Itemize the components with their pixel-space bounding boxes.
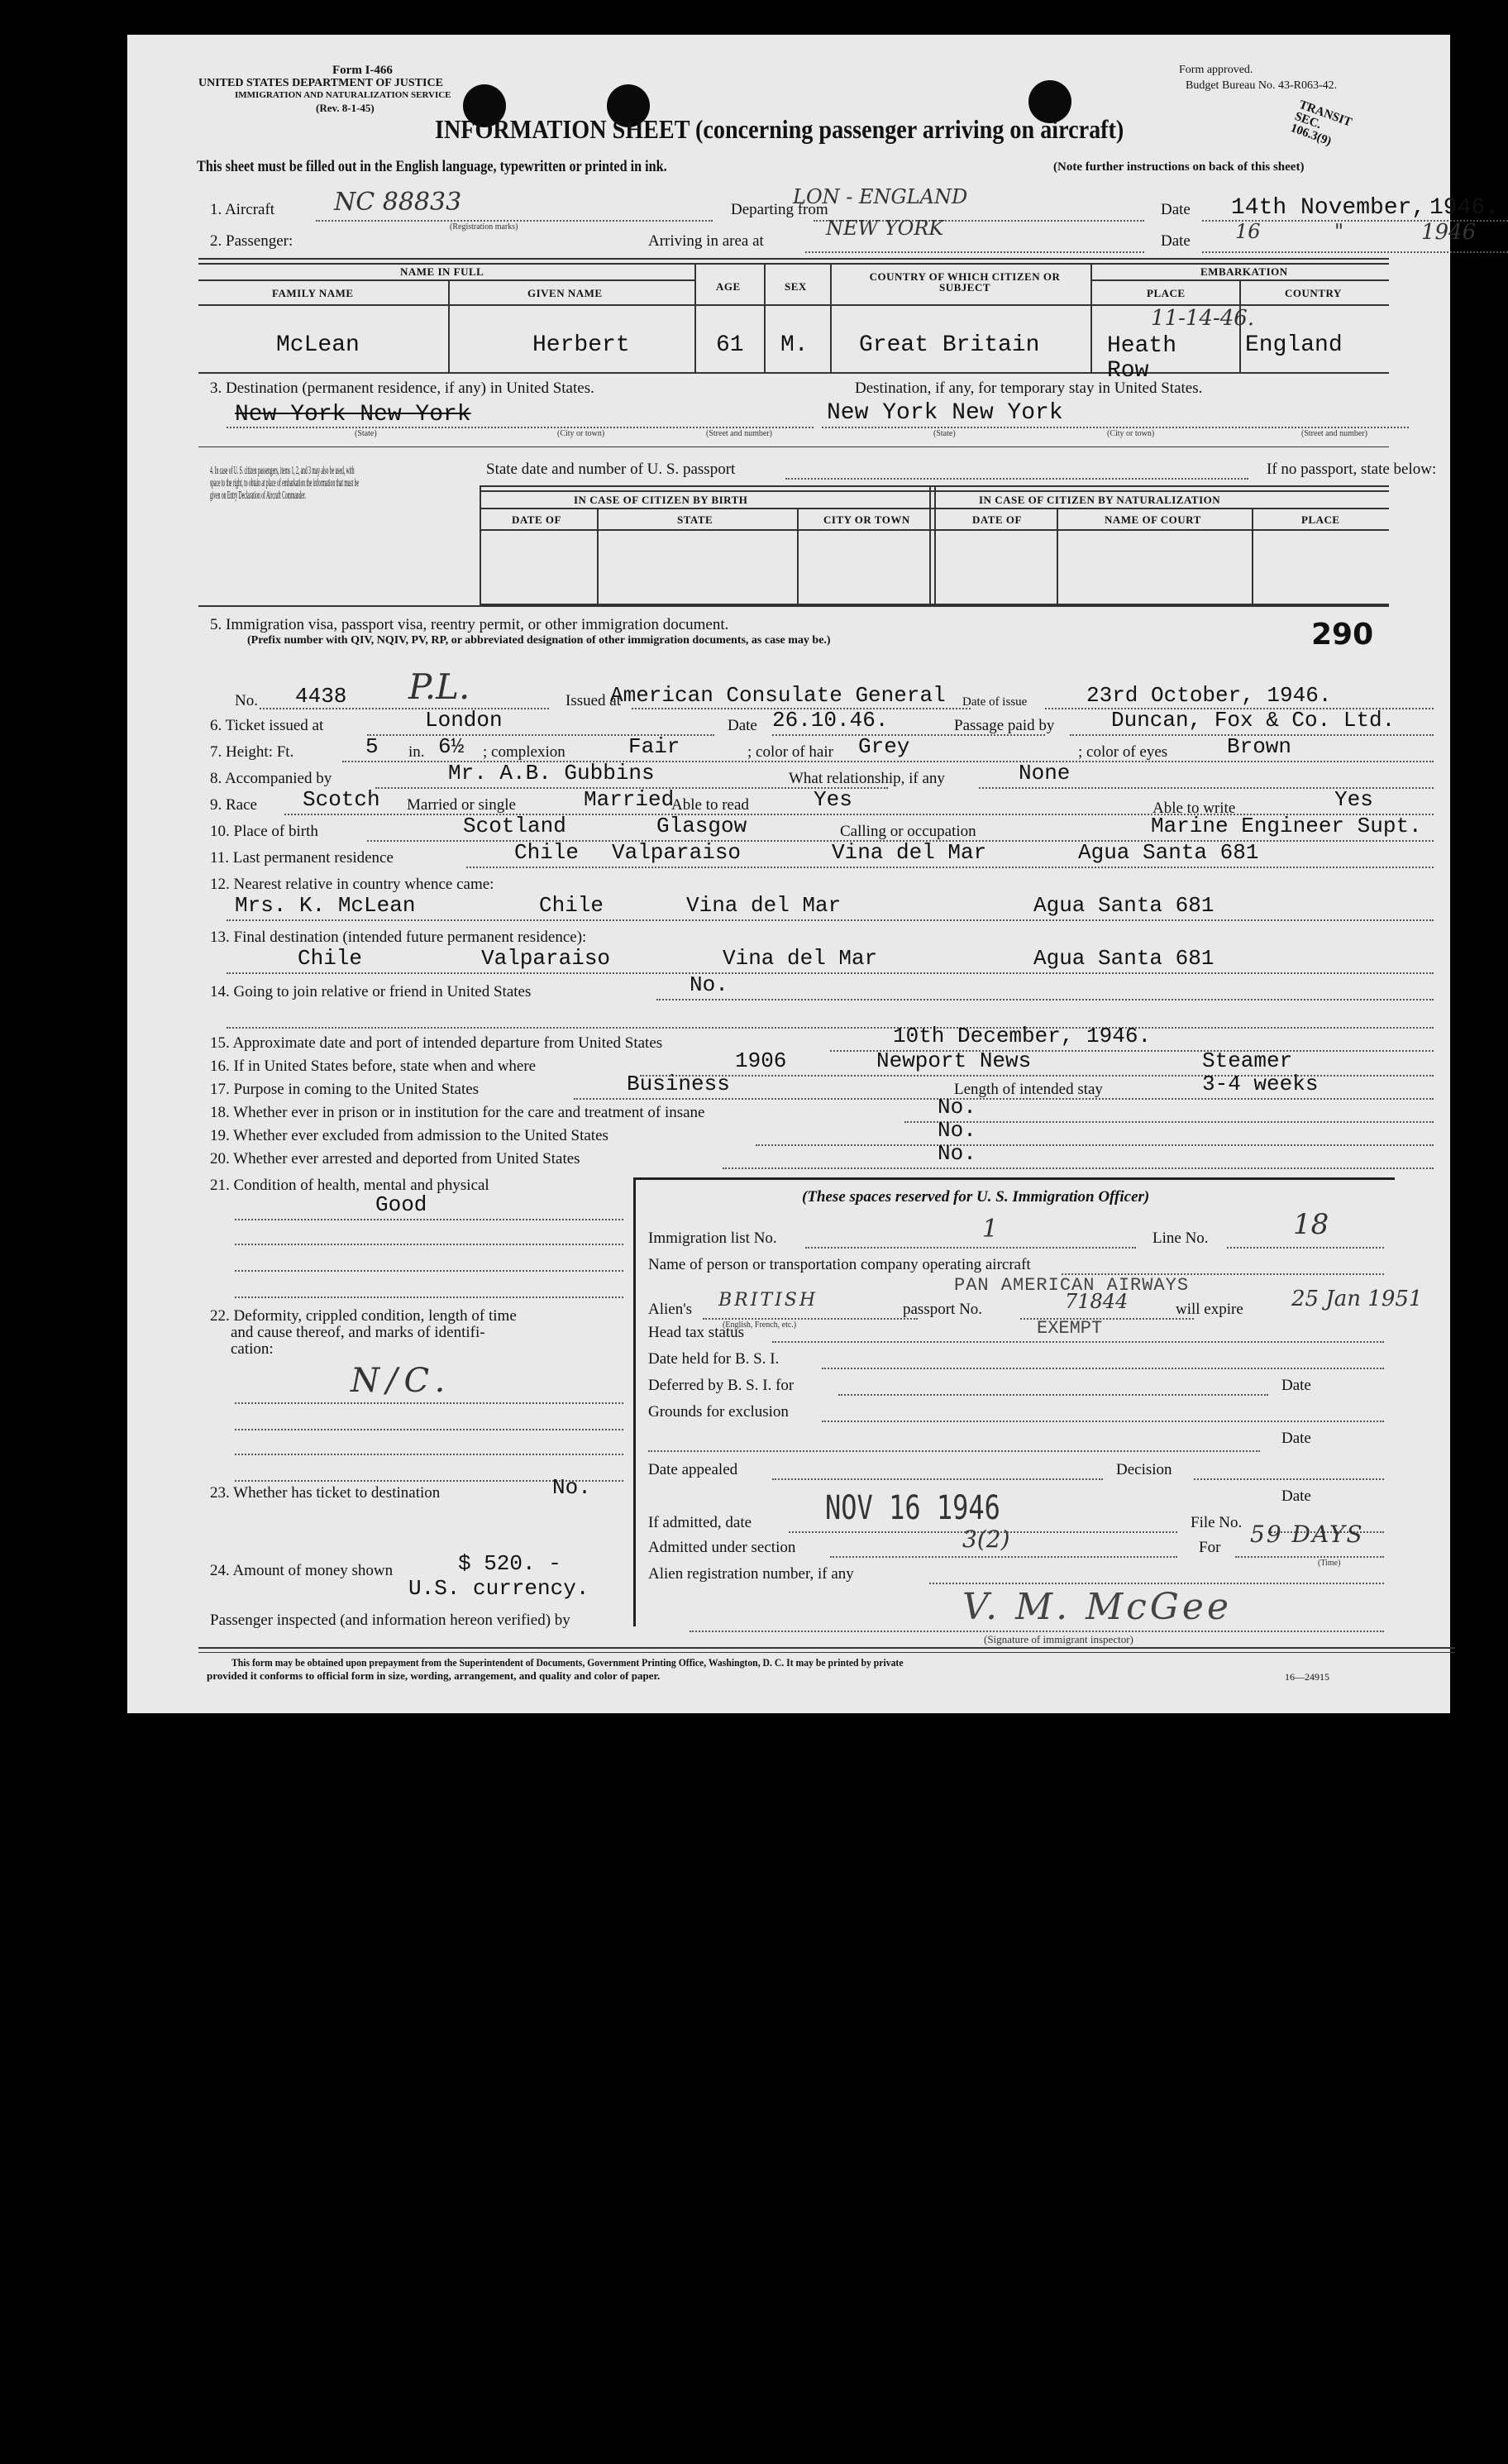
health-condition: Good (375, 1192, 427, 1217)
hair-color: Grey (858, 734, 910, 759)
item-7-label: 7. Height: Ft. (210, 743, 294, 761)
arrival-year: 1946 (1421, 220, 1477, 245)
form-number: Form I-466 (332, 64, 393, 77)
height-inches: 6½ (438, 734, 465, 759)
alien-registration-label: Alien registration number, if any (648, 1565, 854, 1583)
inspected-by-label: Passenger inspected (and information hereon verified) by (210, 1612, 570, 1629)
aircraft-label: 1. Aircraft (210, 201, 275, 218)
admitted-section-label: Admitted under section (648, 1539, 796, 1556)
item-14-label: 14. Going to join relative or friend in United States (210, 983, 532, 1000)
relationship: None (1019, 761, 1071, 786)
passenger-label: 2. Passenger: (210, 232, 293, 250)
complexion: Fair (628, 734, 680, 759)
last-residence-country: Chile (514, 840, 580, 865)
bsi-deferred-label: Deferred by B. S. I. for (648, 1377, 795, 1394)
visa-initials: P.L. (408, 666, 470, 707)
relationship-label: What relationship, if any (789, 770, 945, 787)
file-number-label: File No. (1191, 1514, 1243, 1531)
previous-visit-vessel: Steamer (1202, 1048, 1293, 1073)
departure-date: 14th November, (1231, 195, 1426, 221)
accompanied-by: Mr. A.B. Gubbins (448, 761, 655, 786)
alien-passport-label: passport No. (903, 1301, 983, 1318)
complexion-label: ; complexion (483, 743, 566, 761)
issued-at: American Consulate General (610, 683, 946, 708)
passport-expiry: 25 Jan 1951 (1291, 1287, 1423, 1311)
item-24-label: 24. Amount of money shown (210, 1562, 394, 1579)
departure-year: 1946. (1429, 195, 1500, 221)
language-instruction: This sheet must be filled out in the English language, typewritten or printed in ink. (197, 158, 667, 175)
read-label: Able to read (671, 796, 749, 814)
inches-label: in. (408, 743, 425, 761)
temporary-destination-label: Destination, if any, for temporary stay in United States. (855, 380, 1203, 397)
form-approved: Form approved. (1179, 64, 1253, 76)
line-number-label: Line No. (1152, 1230, 1209, 1247)
citizenship-value: Great Britain (859, 332, 1040, 358)
department-name: UNITED STATES DEPARTMENT OF JUSTICE (198, 77, 443, 89)
immigration-list-number: 1 (982, 1215, 999, 1244)
embarkation-header: EMBARKATION (1200, 265, 1288, 278)
item-9-label: 9. Race (210, 796, 257, 814)
citizen-by-birth-header: IN CASE OF CITIZEN BY BIRTH (574, 494, 748, 506)
item-15-label: 15. Approximate date and port of intended departure from United States (210, 1034, 663, 1052)
money-currency: U.S. currency. (408, 1576, 589, 1601)
budget-bureau-number: Budget Bureau No. 43-R063-42. (1186, 79, 1338, 92)
exclusion-grounds-label: Grounds for exclusion (648, 1403, 789, 1421)
permanent-destination: New York New York (235, 402, 471, 427)
deferred-date-label: Date (1281, 1377, 1311, 1394)
footer-code: 16—24915 (1285, 1671, 1329, 1683)
item-17-label: 17. Purpose in coming to the United States (210, 1081, 480, 1098)
family-name: McLean (276, 332, 360, 358)
operator-label: Name of person or transportation company operating aircraft (648, 1256, 1031, 1273)
stay-length-label: Length of intended stay (954, 1081, 1103, 1098)
item-11-label: 11. Last permanent residence (210, 849, 394, 867)
date-appealed-label: Date appealed (648, 1461, 738, 1478)
place-column: PLACE (1301, 513, 1340, 526)
birth-city: Glasgow (656, 814, 747, 838)
last-residence-state: Valparaiso (612, 840, 742, 865)
money-shown: $ 520. - (458, 1551, 561, 1576)
purpose: Business (627, 1072, 730, 1096)
revision-date: (Rev. 8-1-45) (316, 102, 375, 114)
embarkation-date: 11-14-46. (1151, 306, 1255, 331)
height-feet: 5 (365, 734, 379, 759)
expire-label: will expire (1176, 1301, 1243, 1318)
occupation-label: Calling or occupation (840, 823, 976, 840)
us-citizen-note: 4. In case of U. S. citizen passengers, items 1, 2, and 3 may also be used, with space to the right, to obtain at place of embarkation the information that must be given on Entry Declaration of Aircraft Commander. (210, 465, 359, 502)
item-21-label: 21. Condition of health, mental and physical (210, 1177, 489, 1194)
ticket-issued-at: London (425, 708, 503, 733)
item-22-line-2: and cause thereof, and marks of identifi- (231, 1324, 485, 1341)
citizenship-header: COUNTRY OF WHICH CITIZEN OR SUBJECT (869, 270, 1061, 294)
date-of-issue-label: Date of issue (962, 695, 1028, 709)
embarkation-place: Heath Row (1107, 333, 1177, 384)
prison-answer: No. (938, 1095, 976, 1120)
ticket-date-label: Date (728, 717, 757, 734)
previous-visit-port: Newport News (876, 1048, 1032, 1073)
head-tax-label: Head tax status (648, 1324, 745, 1341)
item-22-line-1: 22. Deformity, crippled condition, length of time (210, 1307, 517, 1325)
sex-header: SEX (785, 280, 807, 293)
date-of-issue: 23rd October, 1946. (1086, 683, 1332, 708)
departing-label: Departing from (731, 201, 828, 218)
nationality-caption: (English, French, etc.) (723, 1320, 797, 1330)
relative-name: Mrs. K. McLean (235, 893, 416, 918)
serial-number: 290 (1311, 618, 1374, 652)
given-name: Herbert (532, 332, 630, 358)
arrival-month: " (1334, 220, 1344, 243)
passage-paid-by: Duncan, Fox & Co. Ltd. (1111, 708, 1396, 733)
issued-at-label: Issued at (566, 692, 622, 709)
name-in-full-header: NAME IN FULL (400, 265, 484, 278)
admitted-date-label: If admitted, date (648, 1514, 752, 1531)
information-sheet-form (127, 35, 1500, 1713)
departure-plan: 10th December, 1946. (893, 1024, 1152, 1048)
appeal-date-label: Date (1281, 1487, 1311, 1505)
birth-country: Scotland (463, 814, 566, 838)
sex-value: M. (780, 332, 809, 358)
departing-from: LON - ENGLAND (793, 185, 968, 208)
transit-stamp: TRANSIT SEC. 106.3(9) (1288, 98, 1353, 149)
arrival-day: 16 (1235, 220, 1261, 243)
visa-prefix-note: (Prefix number with QIV, NQIV, PV, RP, or abbreviated designation of other immigration documents, as case may be.) (247, 634, 831, 647)
able-to-read: Yes (814, 787, 852, 812)
race: Scotch (303, 787, 380, 812)
item-8-label: 8. Accompanied by (210, 770, 332, 787)
ticket-date: 26.10.46. (772, 708, 889, 733)
item-12-label: 12. Nearest relative in country whence came: (210, 876, 494, 893)
able-to-write: Yes (1334, 787, 1373, 812)
item-22-line-3: cation: (231, 1340, 274, 1358)
final-destination-city: Vina del Mar (723, 946, 878, 971)
inspector-signature: V. M. McGee (962, 1586, 1233, 1628)
eye-color-label: ; color of eyes (1078, 743, 1168, 761)
item-20-label: 20. Whether ever arrested and deported from United States (210, 1150, 580, 1168)
relative-street: Agua Santa 681 (1033, 893, 1215, 918)
aircraft-registration: NC 88833 (334, 188, 462, 217)
excluded-answer: No. (938, 1118, 976, 1143)
exclusion-date-label: Date (1281, 1430, 1311, 1447)
immigration-list-label: Immigration list No. (648, 1230, 777, 1247)
admitted-section: 3(2) (962, 1526, 1010, 1553)
final-destination-street: Agua Santa 681 (1033, 946, 1215, 971)
birth-date-column: DATE OF (512, 513, 561, 526)
relative-city: Vina del Mar (686, 893, 842, 918)
relative-country: Chile (539, 893, 604, 918)
departure-date-label: Date (1161, 201, 1191, 218)
age-header: AGE (716, 280, 741, 293)
passage-paid-label: Passage paid by (954, 717, 1055, 734)
for-label: For (1199, 1539, 1221, 1556)
operator-stamp: PAN AMERICAN AIRWAYS (954, 1275, 1190, 1296)
item-13-label: 13. Final destination (intended future permanent residence): (210, 929, 587, 946)
last-residence-street: Agua Santa 681 (1078, 840, 1259, 865)
form-title-sub: (concerning passenger arriving on aircraft) (695, 114, 1124, 144)
signature-caption: (Signature of immigrant inspector) (984, 1633, 1133, 1645)
registration-caption: (Registration marks) (450, 222, 518, 232)
place-header: PLACE (1147, 287, 1186, 299)
head-tax-status: EXEMPT (1037, 1318, 1103, 1339)
age-value: 61 (716, 332, 744, 358)
married-status: Married (584, 787, 675, 812)
court-name-column: NAME OF COURT (1105, 513, 1201, 526)
given-name-header: GIVEN NAME (527, 287, 603, 299)
destination-label: 3. Destination (permanent residence, if any) in United States. (210, 380, 594, 397)
last-residence-city: Vina del Mar (832, 840, 987, 865)
join-relative: No. (690, 972, 728, 997)
previous-visit-year: 1906 (735, 1048, 787, 1073)
eye-color: Brown (1227, 734, 1292, 759)
item-18-label: 18. Whether ever in prison or in institution for the care and treatment of insane (210, 1104, 705, 1121)
service-name: IMMIGRATION AND NATURALIZATION SERVICE (235, 90, 451, 100)
alien-passport-number: 71844 (1065, 1290, 1129, 1313)
admitted-duration: 59 DAYS (1250, 1521, 1364, 1548)
line-number: 18 (1293, 1208, 1329, 1241)
passport-state-label: State date and number of U. S. passport (486, 461, 736, 478)
footer-line-1: This form may be obtained upon prepayment from the Superintendent of Documents, Government Printing Office, Washington, D. C. It may be printed by private (231, 1656, 904, 1669)
final-destination-state: Valparaiso (481, 946, 611, 971)
no-passport-label: If no passport, state below: (1267, 461, 1437, 478)
caption-state: (State) (355, 429, 377, 438)
form-title (435, 116, 1124, 142)
embarkation-country: England (1245, 332, 1343, 358)
hair-color-label: ; color of hair (747, 743, 833, 761)
item-19-label: 19. Whether ever excluded from admission to the United States (210, 1127, 608, 1144)
item-10-label: 10. Place of birth (210, 823, 318, 840)
caption-city-2: (City or town) (1107, 429, 1155, 438)
naturalization-date-column: DATE OF (972, 513, 1022, 526)
birth-city-column: CITY OR TOWN (823, 513, 910, 526)
item-23-label: 23. Whether has ticket to destination (210, 1484, 441, 1502)
alien-nationality: BRITISH (718, 1290, 818, 1311)
arrival-date-label: Date (1161, 232, 1191, 250)
write-label: Able to write (1152, 800, 1236, 817)
visa-label: 5. Immigration visa, passport visa, reentry permit, or other immigration document. (210, 616, 729, 633)
back-note: (Note further instructions on back of this sheet) (1053, 160, 1305, 174)
temporary-destination: New York New York (827, 400, 1063, 426)
arriving-at: NEW YORK (826, 217, 944, 240)
final-destination-country: Chile (298, 946, 363, 971)
visa-number-label: No. (235, 692, 258, 709)
married-label: Married or single (407, 796, 516, 814)
item-16-label: 16. If in United States before, state when and where (210, 1058, 537, 1075)
officer-box-title: (These spaces reserved for U. S. Immigration Officer) (802, 1188, 1150, 1206)
arriving-label: Arriving in area at (648, 232, 764, 250)
item-6-label: 6. Ticket issued at (210, 717, 324, 734)
country-header: COUNTRY (1285, 287, 1342, 299)
bsi-held-label: Date held for B. S. I. (648, 1350, 780, 1368)
caption-state-2: (State) (933, 429, 956, 438)
family-name-header: FAMILY NAME (272, 287, 354, 299)
caption-street: (Street and number) (706, 429, 772, 438)
visa-number: 4438 (295, 684, 347, 709)
time-caption: (Time) (1318, 1559, 1341, 1568)
caption-street-2: (Street and number) (1301, 429, 1367, 438)
aliens-label: Alien's (648, 1301, 693, 1318)
footer-line-2: provided it conforms to official form in size, wording, arrangement, and quality and color of paper. (207, 1669, 661, 1682)
decision-label: Decision (1116, 1461, 1172, 1478)
stay-length: 3-4 weeks (1202, 1072, 1319, 1096)
caption-city: (City or town) (557, 429, 605, 438)
form-title-main: INFORMATION SHEET (435, 114, 690, 144)
deported-answer: No. (938, 1141, 976, 1166)
occupation: Marine Engineer Supt. (1151, 814, 1422, 838)
admitted-date-stamp: NOV 16 1946 (825, 1489, 1000, 1527)
ticket-to-destination: No. (552, 1475, 591, 1500)
citizen-by-naturalization-header: IN CASE OF CITIZEN BY NATURALIZATION (979, 494, 1221, 506)
birth-state-column: STATE (677, 513, 713, 526)
deformity-answer: N/C. (351, 1362, 452, 1400)
